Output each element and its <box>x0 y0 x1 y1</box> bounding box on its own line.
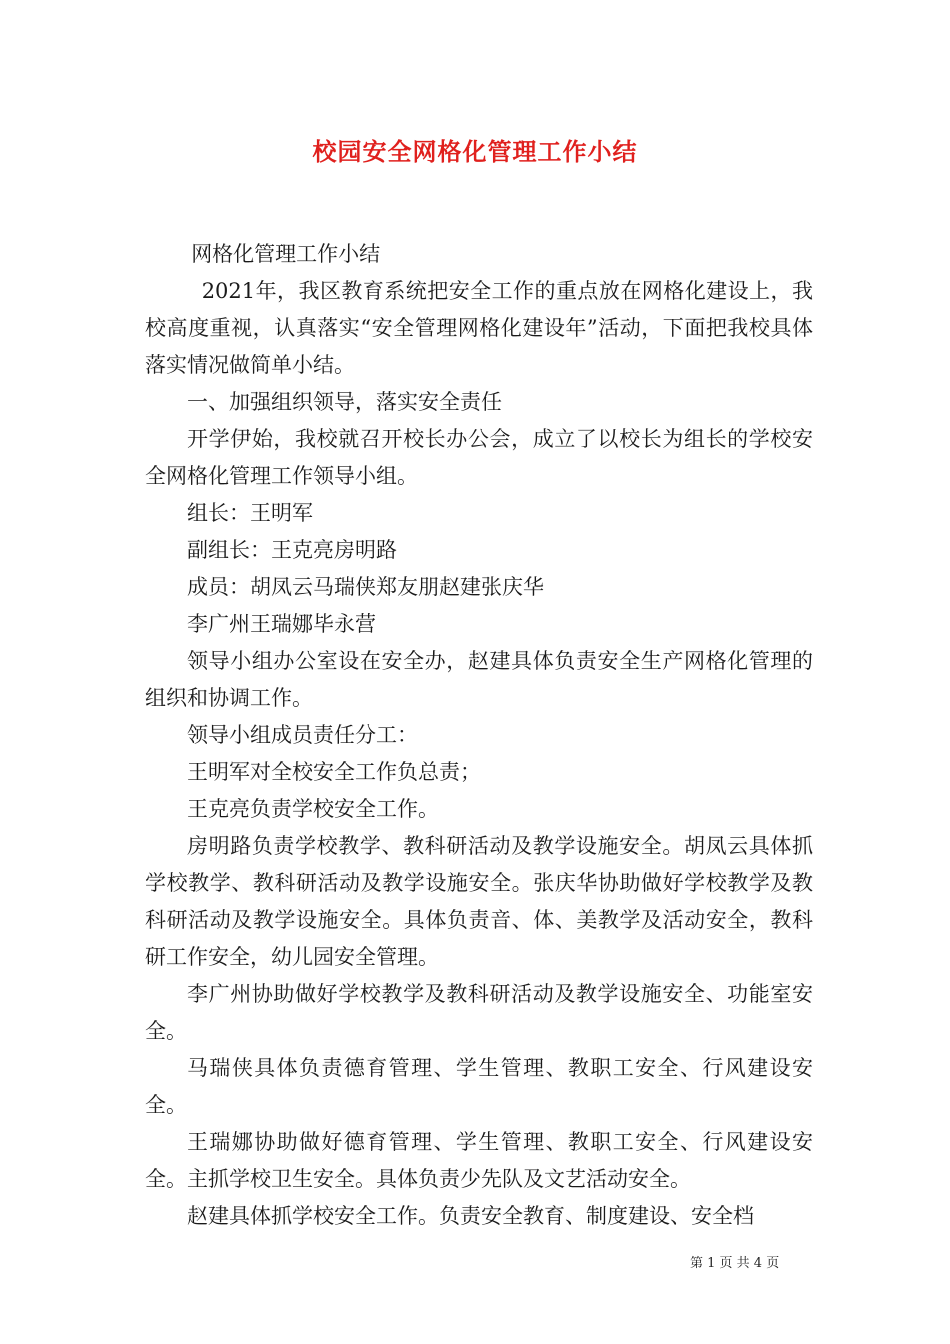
paragraph-intro: 2021年，我区教育系统把安全工作的重点放在网格化建设上，我校高度重视，认真落实“安全管理网格化建设年”活动，下面把我校具体落实情况做简单小结。 <box>145 279 813 377</box>
paragraph: 组长：王明军 <box>187 501 313 525</box>
paragraph: 马瑞侠具体负责德育管理、学生管理、教职工安全、行风建设安全。 <box>145 1056 813 1117</box>
document-body <box>145 236 813 1235</box>
paragraph: 王明军对全校安全工作负总责； <box>187 760 481 784</box>
paragraph: 开学伊始，我校就召开校长办公会，成立了以校长为组长的学校安全网格化管理工作领导小组。 <box>145 427 813 488</box>
paragraph: 王克亮负责学校安全工作。 <box>187 797 439 821</box>
page-number: 第 1 页 共 4 页 <box>690 1256 780 1271</box>
paragraph: 领导小组成员责任分工： <box>187 723 418 747</box>
document-title: 校园安全网格化管理工作小结 <box>312 138 638 166</box>
section-heading: 一、加强组织领导，落实安全责任 <box>187 390 502 414</box>
paragraph: 副组长：王克亮房明路 <box>187 538 397 562</box>
paragraph: 李广州协助做好学校教学及教科研活动及教学设施安全、功能室安全。 <box>145 982 813 1043</box>
paragraph: 成员：胡凤云马瑞侠郑友朋赵建张庆华 <box>187 575 544 599</box>
paragraph: 王瑞娜协助做好德育管理、学生管理、教职工安全、行风建设安全。主抓学校卫生安全。具体负责少先队及文艺活动安全。 <box>145 1130 813 1191</box>
paragraph: 房明路负责学校教学、教科研活动及教学设施安全。胡凤云具体抓学校教学、教科研活动及教学设施安全。张庆华协助做好学校教学及教科研活动及教学设施安全。具体负责音、体、美教学及活动安全，教科研工作安全，幼儿园安全管理。 <box>145 834 813 969</box>
paragraph: 李广州王瑞娜毕永营 <box>187 612 376 636</box>
paragraph-subtitle: 网格化管理工作小结 <box>191 242 381 266</box>
paragraph: 赵建具体抓学校安全工作。负责安全教育、制度建设、安全档 <box>187 1204 754 1228</box>
paragraph: 领导小组办公室设在安全办，赵建具体负责安全生产网格化管理的组织和协调工作。 <box>145 649 813 710</box>
